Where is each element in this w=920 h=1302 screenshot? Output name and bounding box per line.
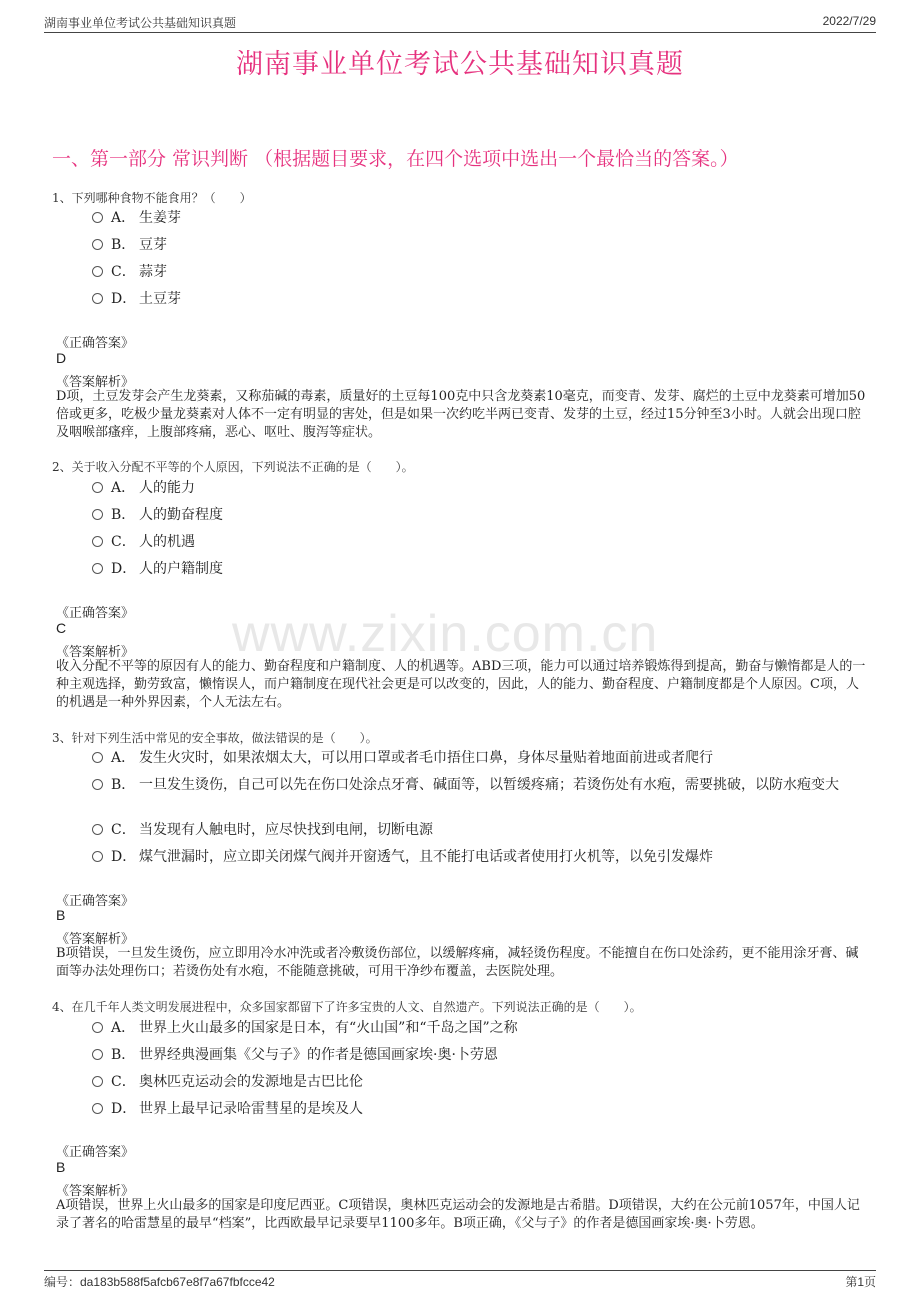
option-d[interactable] [92, 843, 872, 871]
answer-label: 《正确答案》 [56, 336, 135, 351]
explanation-label: 《答案解析》 [56, 1184, 135, 1199]
option-text: 世界上火山最多的国家是日本，有“火山国”和“千岛之国”之称 [139, 1020, 518, 1036]
option-a[interactable] [92, 474, 872, 502]
option-letter: A． [111, 750, 136, 766]
option-b[interactable] [92, 501, 872, 529]
option-c[interactable] [92, 258, 872, 286]
correct-answer: B [56, 1159, 66, 1175]
radio-icon[interactable] [92, 1049, 103, 1060]
correct-answer: D [56, 350, 67, 366]
question-stem: 1、下列哪种食物不能食用？（ ） [52, 191, 252, 205]
option-b[interactable] [92, 231, 872, 259]
option-letter: C． [111, 1074, 136, 1090]
option-b[interactable] [92, 771, 872, 799]
radio-icon[interactable] [92, 266, 103, 277]
radio-icon[interactable] [92, 536, 103, 547]
page-number: 第1页 [845, 1275, 876, 1289]
option-text: 蒜芽 [139, 264, 167, 280]
option-text: 当发现有人触电时，应尽快找到电闸，切断电源 [139, 822, 433, 838]
option-d[interactable] [92, 1095, 872, 1123]
option-a[interactable] [92, 204, 872, 232]
radio-icon[interactable] [92, 563, 103, 574]
document-title: 湖南事业单位考试公共基础知识真题 [236, 49, 684, 80]
explanation-label: 《答案解析》 [56, 375, 135, 390]
radio-icon[interactable] [92, 851, 103, 862]
option-d[interactable] [92, 555, 872, 583]
option-letter: B． [111, 777, 136, 793]
option-a[interactable] [92, 1014, 872, 1042]
radio-icon[interactable] [92, 1076, 103, 1087]
option-text: 世界上最早记录哈雷彗星的是埃及人 [139, 1101, 363, 1117]
page-header [44, 12, 876, 33]
option-text: 世界经典漫画集《父与子》的作者是德国画家埃·奥·卜劳恩 [139, 1047, 498, 1063]
option-letter: D． [111, 1101, 137, 1117]
option-letter: C． [111, 264, 136, 280]
option-text: 豆芽 [139, 237, 167, 253]
correct-answer: B [56, 907, 66, 923]
question-stem: 4、在几千年人类文明发展进程中，众多国家都留下了许多宝贵的人文、自然遗产。下列说法正确的是（ ）。 [52, 1000, 642, 1014]
watermark: www.zixin.com.cn [232, 605, 659, 663]
option-letter: A． [111, 1020, 136, 1036]
option-text: 奥林匹克运动会的发源地是古巴比伦 [139, 1074, 363, 1090]
option-text: 人的机遇 [139, 534, 195, 550]
option-text: 生姜芽 [139, 210, 181, 226]
option-text: 发生火灾时，如果浓烟太大，可以用口罩或者毛巾捂住口鼻，身体尽量贴着地面前进或者爬行 [139, 750, 713, 766]
header-date: 2022/7/29 [822, 14, 876, 28]
radio-icon[interactable] [92, 1103, 103, 1114]
option-d[interactable] [92, 285, 872, 313]
section-heading: 一、第一部分 常识判断 （根据题目要求，在四个选项中选出一个最恰当的答案。） [52, 148, 739, 170]
explanation-text: 收入分配不平等的原因有人的能力、勤奋程度和户籍制度、人的机遇等。ABD三项，能力可以通过培养锻炼得到提高，勤奋与懒惰都是人的一种主观选择，勤劳致富，懒惰误人，而户籍制度在现代社会更是可以改变的，因此，人的能力、勤奋程度、户籍制度都是个人原因。C项，人的机遇是一种外界因素，个人无法左右。 [56, 659, 866, 710]
explanation-label: 《答案解析》 [56, 645, 135, 660]
radio-icon[interactable] [92, 779, 103, 790]
radio-icon[interactable] [92, 212, 103, 223]
document-id: 编号：da183b588f5afcb67e8f7a67fbfcce42 [44, 1275, 275, 1289]
option-letter: B． [111, 507, 136, 523]
option-c[interactable] [92, 528, 872, 556]
page-footer [44, 1270, 876, 1289]
option-letter: D． [111, 561, 137, 577]
answer-label: 《正确答案》 [56, 894, 135, 909]
radio-icon[interactable] [92, 509, 103, 520]
option-text: 土豆芽 [139, 291, 181, 307]
radio-icon[interactable] [92, 752, 103, 763]
radio-icon[interactable] [92, 1022, 103, 1033]
option-letter: B． [111, 237, 136, 253]
option-text: 人的户籍制度 [139, 561, 223, 577]
correct-answer: C [56, 620, 67, 636]
explanation-text: B项错误，一旦发生烫伤，应立即用冷水冲洗或者冷敷烫伤部位，以缓解疼痛，减轻烫伤程度。不能擅自在伤口处涂药，更不能用涂牙膏、碱面等办法处理伤口；若烫伤处有水疱，不能随意挑破，可用干净纱布覆盖，去医院处理。 [56, 946, 859, 979]
radio-icon[interactable] [92, 293, 103, 304]
option-letter: D． [111, 291, 137, 307]
option-letter: A． [111, 210, 136, 226]
radio-icon[interactable] [92, 239, 103, 250]
option-letter: C． [111, 822, 136, 838]
answer-label: 《正确答案》 [56, 1145, 135, 1160]
explanation-label: 《答案解析》 [56, 932, 135, 947]
option-text: 人的勤奋程度 [139, 507, 223, 523]
option-text: 煤气泄漏时，应立即关闭煤气阀并开窗透气，且不能打电话或者使用打火机等，以免引发爆炸 [139, 849, 713, 865]
option-text: 一旦发生烫伤，自己可以先在伤口处涂点牙膏、碱面等，以暂缓疼痛；若烫伤处有水疱，需要挑破，以防水疱变大 [139, 777, 839, 793]
explanation-text: A项错误，世界上火山最多的国家是印度尼西亚。C项错误，奥林匹克运动会的发源地是古希腊。D项错误，大约在公元前1057年，中国人记录了著名的哈雷慧星的最早“档案”，比西欧最早记录要早1100多年。B项正确，《父与子》的作者是德国画家埃·奥·卜劳恩。 [56, 1198, 860, 1231]
answer-label: 《正确答案》 [56, 606, 135, 621]
option-c[interactable] [92, 1068, 872, 1096]
option-text: 人的能力 [139, 480, 195, 496]
explanation-text: D项，土豆发芽会产生龙葵素，又称茄碱的毒素，质量好的土豆每100克中只含龙葵素10毫克，而变青、发芽、腐烂的土豆中龙葵素可增加50倍或更多，吃极少量龙葵素对人体不一定有明显的害处，但是如果一次约吃半两已变青、发芽的土豆，经过15分钟至3小时。人就会出现口腔及咽喉部瘙痒，上腹部疼痛，恶心、呕吐、腹泻等症状。 [56, 389, 866, 440]
option-b[interactable] [92, 1041, 872, 1069]
question-stem: 3、针对下列生活中常见的安全事故，做法错误的是（ ）。 [52, 731, 378, 745]
radio-icon[interactable] [92, 482, 103, 493]
option-letter: A． [111, 480, 136, 496]
header-doc-title: 湖南事业单位考试公共基础知识真题 [44, 16, 237, 30]
option-letter: B． [111, 1047, 136, 1063]
radio-icon[interactable] [92, 824, 103, 835]
option-c[interactable] [92, 816, 872, 844]
question-stem: 2、关于收入分配不平等的个人原因，下列说法不正确的是（ ）。 [52, 460, 414, 474]
option-letter: C． [111, 534, 136, 550]
option-a[interactable] [92, 744, 872, 772]
option-letter: D． [111, 849, 137, 865]
